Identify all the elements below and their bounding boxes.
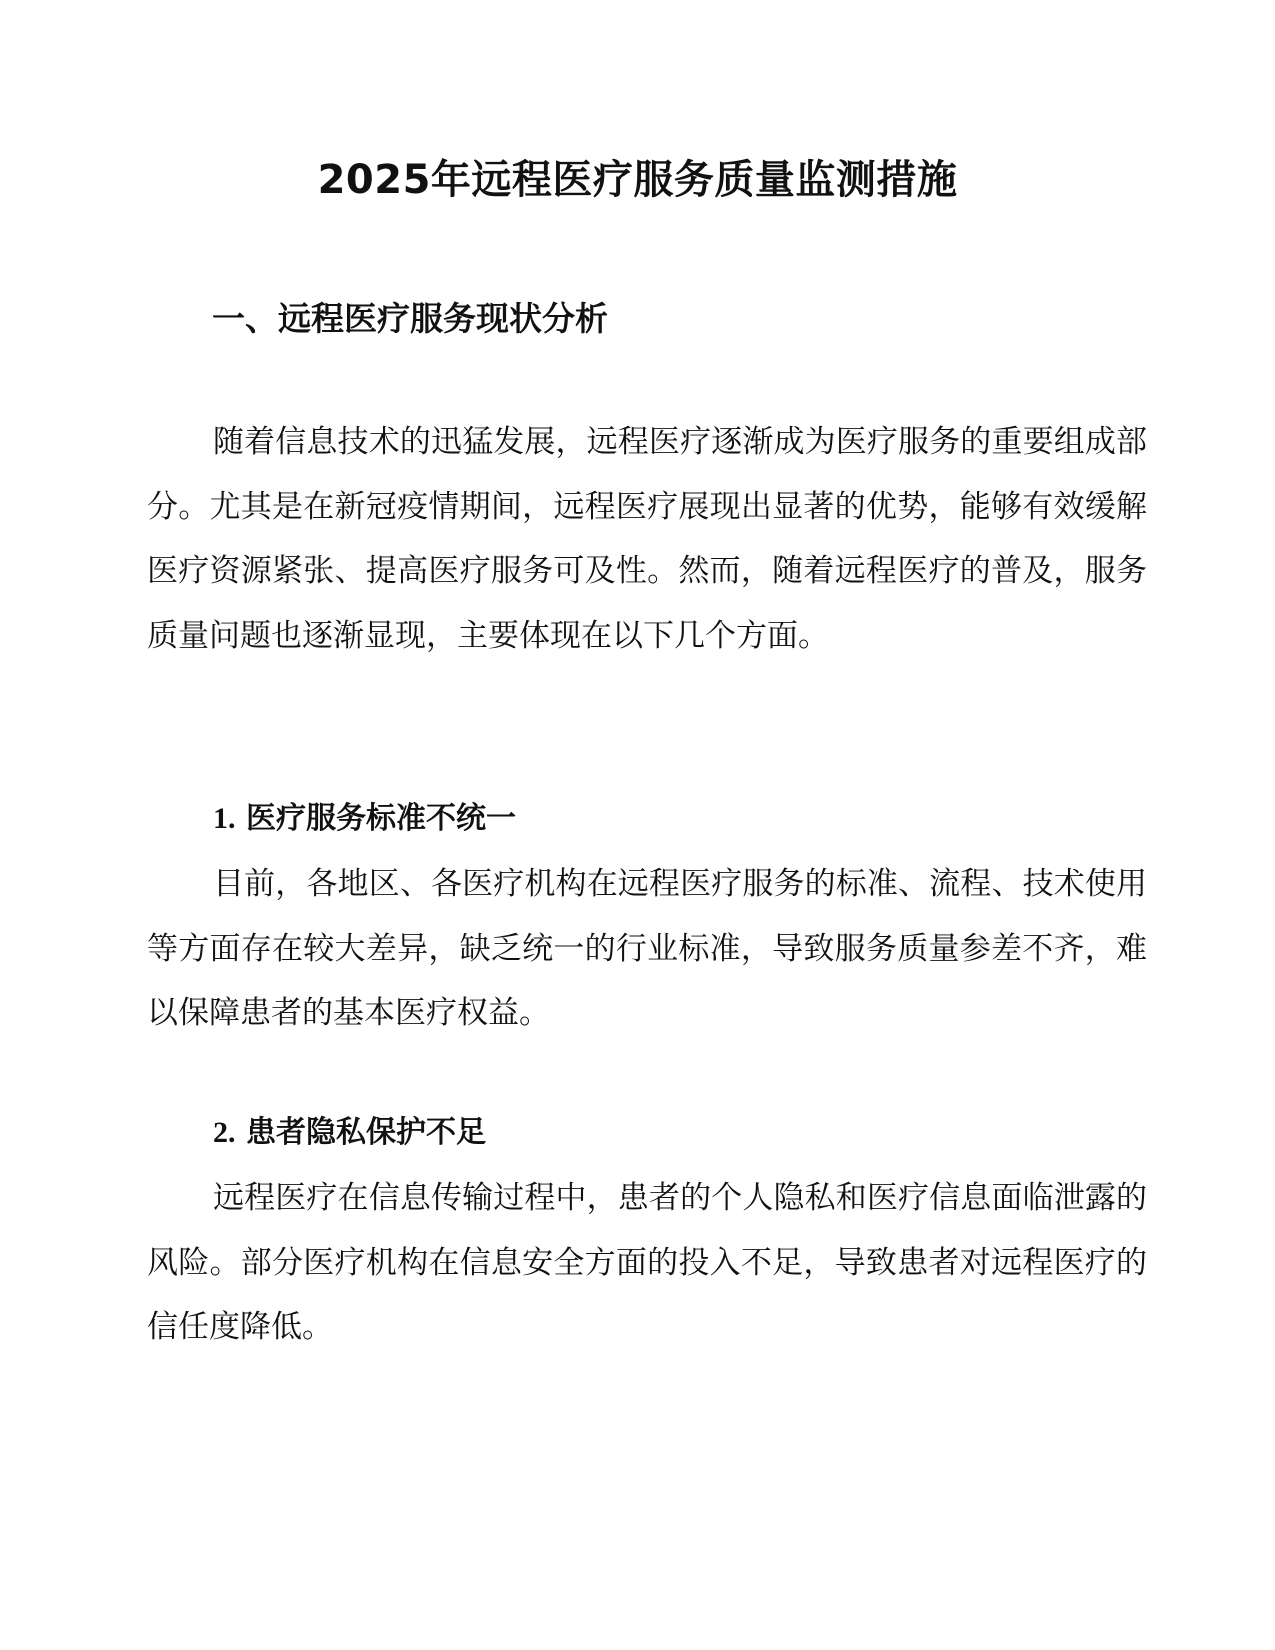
subsection-number-2: 2. [213,1116,236,1149]
section-heading: 一、远程医疗服务现状分析 [212,299,608,338]
subsection-number-1: 1. [213,802,236,835]
subsection-heading-2 [213,1112,486,1154]
document-title: 2025年远程医疗服务质量监测措施 [317,157,958,203]
subsection-title-1: 医疗服务标准不统一 [245,801,516,836]
subsection-paragraph-2: 远程医疗在信息传输过程中，患者的个人隐私和医疗信息面临泄露的风险。部分医疗机构在信息安全方面的投入不足，导致患者对远程医疗的信任度降低。 [147,1180,1147,1345]
subsection-paragraph-1: 目前，各地区、各医疗机构在远程医疗服务的标准、流程、技术使用等方面存在较大差异，缺乏统一的行业标准，导致服务质量参差不齐，难以保障患者的基本医疗权益。 [147,866,1147,1031]
subsection-title-2: 患者隐私保护不足 [245,1115,486,1150]
subsection-heading-1 [213,798,516,840]
intro-paragraph: 随着信息技术的迅猛发展，远程医疗逐渐成为医疗服务的重要组成部分。尤其是在新冠疫情期间，远程医疗展现出显著的优势，能够有效缓解医疗资源紧张、提高医疗服务可及性。然而，随着远程医疗的普及，服务质量问题也逐渐显现，主要体现在以下几个方面。 [147,424,1147,654]
